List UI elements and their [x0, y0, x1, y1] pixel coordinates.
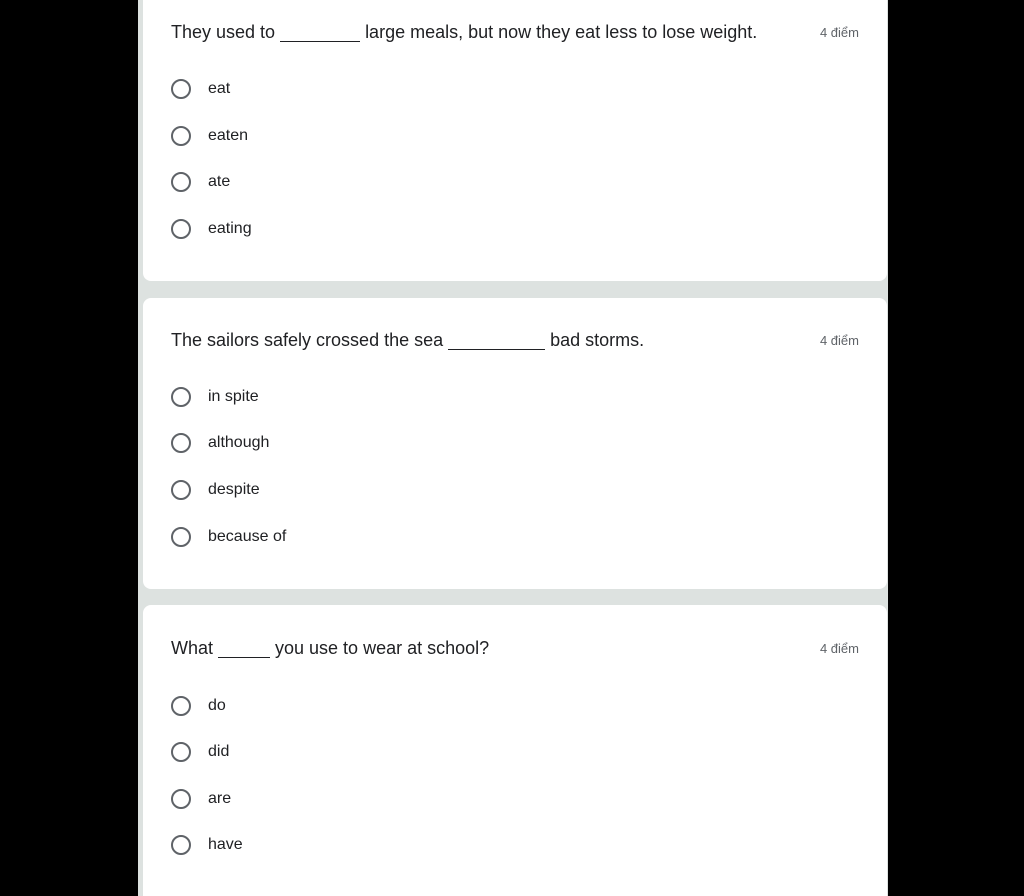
option-in-spite[interactable]: [171, 383, 259, 411]
question-text-after: large meals, but now they eat less to lose weight.: [365, 21, 758, 42]
question-text-after: bad storms.: [550, 329, 645, 350]
radio-button[interactable]: [171, 789, 191, 809]
option-label: ate: [208, 173, 231, 190]
answer-blank: [280, 27, 360, 42]
question-header: [171, 635, 859, 661]
question-header: [171, 19, 859, 45]
radio-button[interactable]: [171, 387, 191, 407]
answer-blank: [448, 335, 545, 350]
option-eat[interactable]: [171, 75, 230, 103]
option-label: because of: [208, 528, 287, 545]
question-text: [171, 22, 757, 43]
radio-button[interactable]: [171, 219, 191, 239]
option-label: although: [208, 434, 270, 451]
option-ate[interactable]: [171, 168, 230, 196]
option-did[interactable]: [171, 738, 229, 766]
radio-button[interactable]: [171, 433, 191, 453]
answer-blank: [218, 643, 270, 658]
question-card-3: [143, 605, 887, 896]
question-text: [171, 330, 644, 351]
option-label: despite: [208, 481, 260, 498]
option-label: in spite: [208, 388, 259, 405]
question-card-2: [143, 298, 887, 589]
question-text-before: What: [171, 637, 214, 658]
option-have[interactable]: [171, 831, 243, 859]
option-label: eaten: [208, 127, 249, 144]
option-although[interactable]: [171, 429, 269, 457]
option-are[interactable]: [171, 785, 231, 813]
points-label: 4 điểm: [819, 332, 859, 348]
option-label: have: [208, 836, 243, 853]
points-label: 4 điểm: [819, 24, 859, 40]
option-do[interactable]: [171, 692, 226, 720]
radio-button[interactable]: [171, 480, 191, 500]
option-because-of[interactable]: [171, 523, 286, 551]
points-label: 4 điểm: [819, 640, 859, 656]
option-label: eat: [208, 80, 231, 97]
option-label: did: [208, 743, 230, 760]
question-text-after: you use to wear at school?: [275, 637, 490, 658]
option-label: do: [208, 697, 226, 714]
option-eating[interactable]: [171, 215, 252, 243]
option-eaten[interactable]: [171, 122, 248, 150]
question-header: [171, 327, 859, 353]
option-label: eating: [208, 220, 252, 237]
option-despite[interactable]: [171, 476, 260, 504]
radio-button[interactable]: [171, 527, 191, 547]
radio-button[interactable]: [171, 172, 191, 192]
question-text-before: They used to: [171, 21, 276, 42]
radio-button[interactable]: [171, 79, 191, 99]
question-card-1: [143, 0, 887, 281]
question-text-before: The sailors safely crossed the sea: [171, 329, 444, 350]
radio-button[interactable]: [171, 696, 191, 716]
question-text: [171, 638, 489, 659]
radio-button[interactable]: [171, 742, 191, 762]
radio-button[interactable]: [171, 835, 191, 855]
form-viewport: [138, 0, 888, 896]
option-label: are: [208, 790, 232, 807]
radio-button[interactable]: [171, 126, 191, 146]
